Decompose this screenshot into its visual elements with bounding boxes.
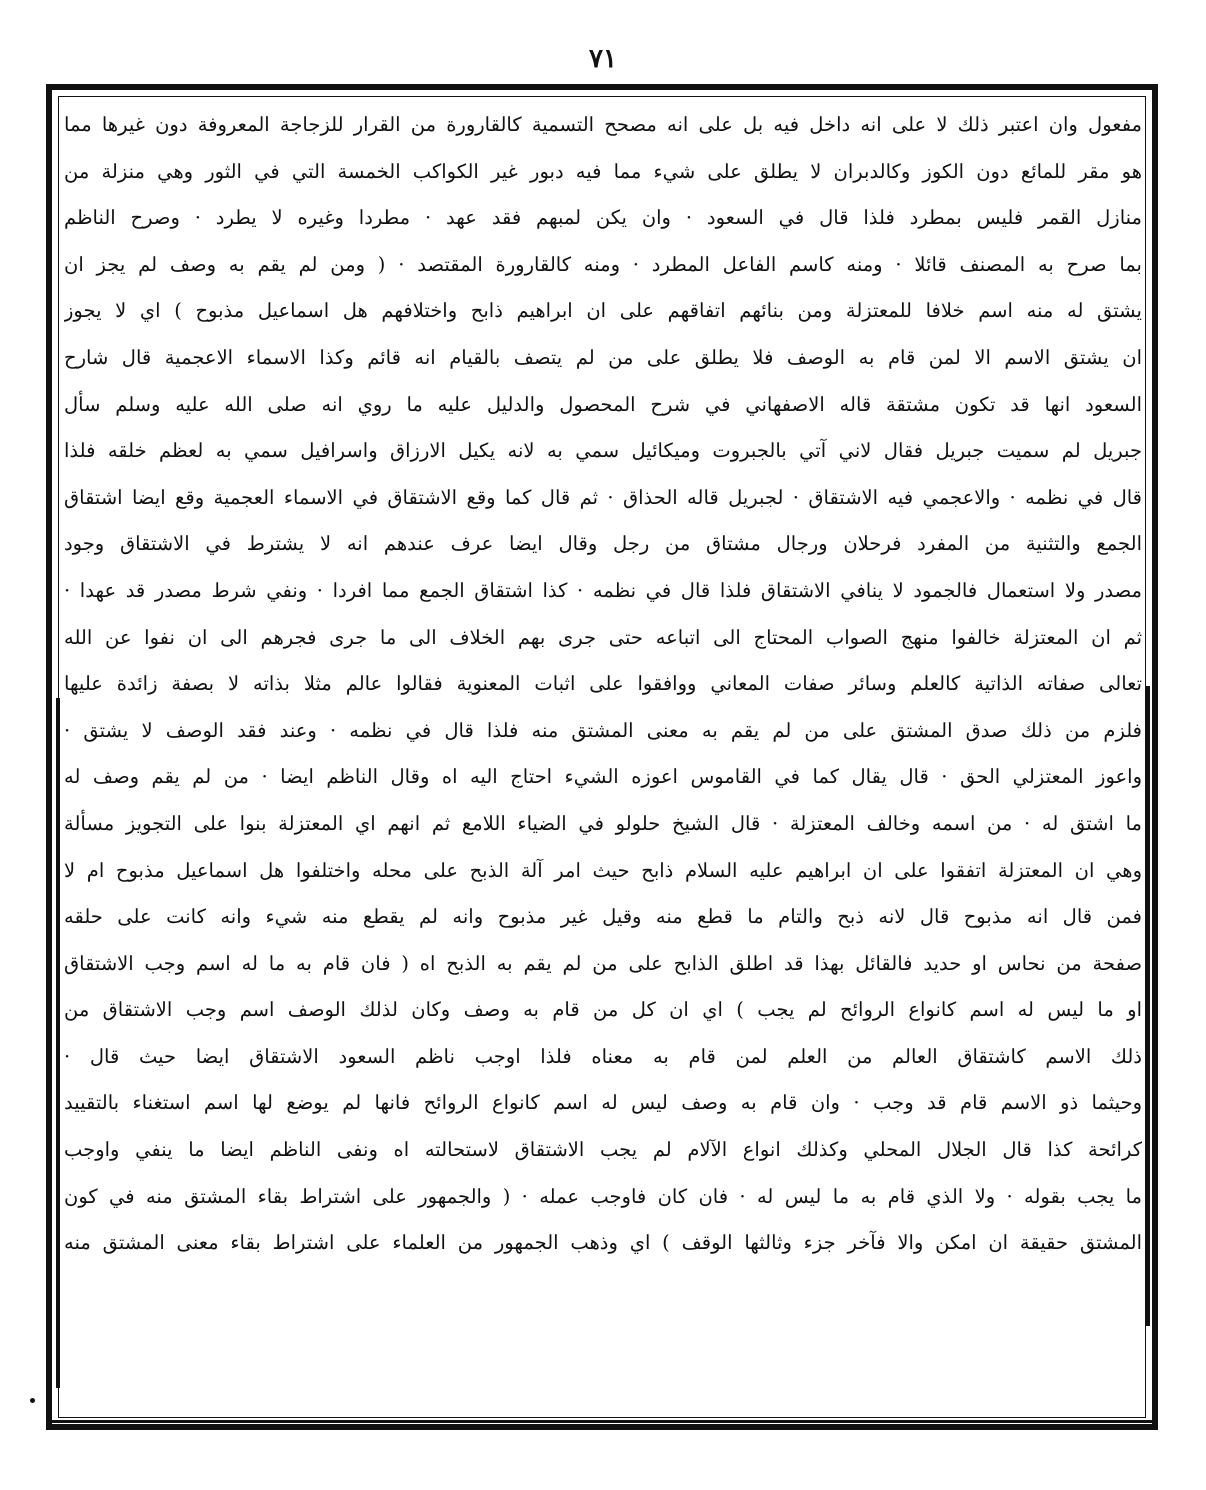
text-line: ما يجب بقوله · ولا الذي قام به ما ليس له · فان كان فاوجب عمله · ( والجمهور على اشتراط بقاء المشتق منه في كون	[64, 1184, 1142, 1208]
text-line: ذلك الاسم كاشتقاق العالم من العلم لمن قام به معناه فلذا اوجب ناظم السعود الاشتقاق ايضا حيث قال ·	[64, 1044, 1142, 1068]
left-margin-mark	[56, 698, 60, 1388]
text-line: ثم ان المعتزلة خالفوا منهج الصواب المحتاج الى اتباعه حتى جرى بهم الخلاف الى ما جرى فجرهم الى ان نفوا عن الله	[64, 625, 1142, 649]
margin-dot	[30, 1398, 35, 1403]
text-line: او ما ليس له اسم كانواع الروائح لم يجب ) اي ان كل من قام به وصف وكان لذلك الوصف اسم وجب الاشتقاق من	[64, 998, 1142, 1022]
text-line: قال في نظمه · والاعجمي فيه الاشتقاق · لجبريل قاله الحذاق · ثم قال كما وقع الاشتقاق في الاسماء العجمية وقع ايضا اشتقاق	[64, 485, 1142, 509]
text-line: السعود انها قد تكون مشتقة قاله الاصفهاني في شرح المحصول والدليل عليه ما روي انه صلى الله عليه وسلم سأل	[64, 392, 1142, 416]
text-line: كرائحة كذا قال الجلال المحلي وكذلك انواع الآلام لم يجب الاشتقاق لاستحالته اه ونفى الناظم ايضا ما ينفي واوجب	[64, 1138, 1142, 1162]
body-text	[64, 102, 1142, 1267]
text-line: مفعول وان اعتبر ذلك لا على انه داخل فيه بل على انه مصحح التسمية كالقارورة من القرار للزجاجة المعروفة دون غيرها مما	[64, 113, 1142, 136]
text-line: ما اشتق له · من اسمه وخالف المعتزلة · قال الشيخ حلولو في الضياء اللامع ثم انهم اي المعتزلة بنوا على التجويز مسألة	[64, 811, 1142, 835]
text-line: منازل القمر فليس بمطرد فلذا قال في السعود · وان يكن لمبهم فقد عهد · مطردا وغيره لا يطرد · وصرح الناظم	[64, 206, 1142, 230]
text-line: الجمع والتثنية من المفرد فرحلان ورجال مشتاق من رجل وقال ايضا عرف عندهم انه لا يشترط في الاشتقاق وجود	[64, 532, 1142, 556]
text-line: تعالى صفاته الذاتية كالعلم وسائر صفات المعاني ووافقوا على اثبات المعنوية فقالوا عالم مثلا بذاته لا بصفة زائدة عليها	[64, 672, 1142, 696]
text-line: المشتق حقيقة ان امكن والا فآخر جزء وثالثها الوقف ) اي وذهب الجمهور من العلماء على اشتراط بقاء معنى المشتق منه	[64, 1231, 1142, 1255]
text-line: مصدر ولا استعمال فالجمود لا ينافي الاشتقاق فلذا قال في نظمه · كذا اشتقاق الجمع مما افردا · ونفي شرط مصدر قد عهدا ·	[64, 578, 1142, 602]
text-line: بما صرح به المصنف قائلا · ومنه كاسم الفاعل المطرد · ومنه كالقارورة المقتصد · ( ومن لم يقم به وصف لم يجز ان	[64, 252, 1142, 276]
text-line: هو مقر للمائع دون الكوز وكالدبران لا يطلق على شيء مما فيه دبور غير الكواكب الخمسة التي في الثور وهي منزلة من	[64, 159, 1142, 183]
page-number: ٧١	[589, 44, 617, 74]
text-line: صفحة من نحاس او حديد فالقائل بهذا قد اطلق الذابح على من لم يقم به الذبح اه ( فان قام به ما له اسم وجب الاشتقاق	[64, 951, 1142, 975]
text-line: فمن قال انه مذبوح قال لانه ذبح والتام ما قطع منه وقيل غير مذبوح وانه لم يقطع منه شيء وانه كانت على حلقه	[64, 905, 1142, 929]
text-line: وحيثما ذو الاسم قام قد وجب · وان قام به وصف ليس له اسم كانواع الروائح فانها لم يوضع لها اسم استغناء بالتقييد	[64, 1091, 1142, 1115]
text-line: واعوز المعتزلي الحق · قال يقال كما في القاموس اعوزه الشيء احتاج اليه اه وقال الناظم ايضا · من لم يقم وصف له	[64, 765, 1142, 789]
text-line: جبريل لم سميت جبريل فقال لاني آتي بالجبروت وميكائيل سمي به لانه يكيل الارزاق واسرافيل سمي به لعظم خلقه فلذا	[64, 439, 1142, 463]
text-line: يشتق له منه اسم خلافا للمعتزلة ومن بنائهم اتفاقهم على ان ابراهيم ذابح واختلافهم هل اسماعيل مذبوح ) اي لا يجوز	[64, 299, 1142, 323]
text-line: فلزم من ذلك صدق المشتق على من لم يقم به معنى المشتق منه فلذا قال في نظمه · وعند فقد الوصف لا يشتق ·	[64, 718, 1142, 742]
frame-bottom-rule	[46, 1420, 1158, 1423]
text-line: وهي ان المعتزلة اتفقوا على ان ابراهيم عليه السلام ذابح حيث امر آلة الذبح على محله واختلفوا هل اسماعيل مذبوح ام لا	[64, 858, 1142, 882]
right-margin-mark	[1146, 686, 1150, 1326]
text-line: ان يشتق الاسم الا لمن قام به الوصف فلا يطلق على من لم يتصف بالقيام انه قائم وكذا الاسماء الاعجمية قال شارح	[64, 345, 1142, 369]
